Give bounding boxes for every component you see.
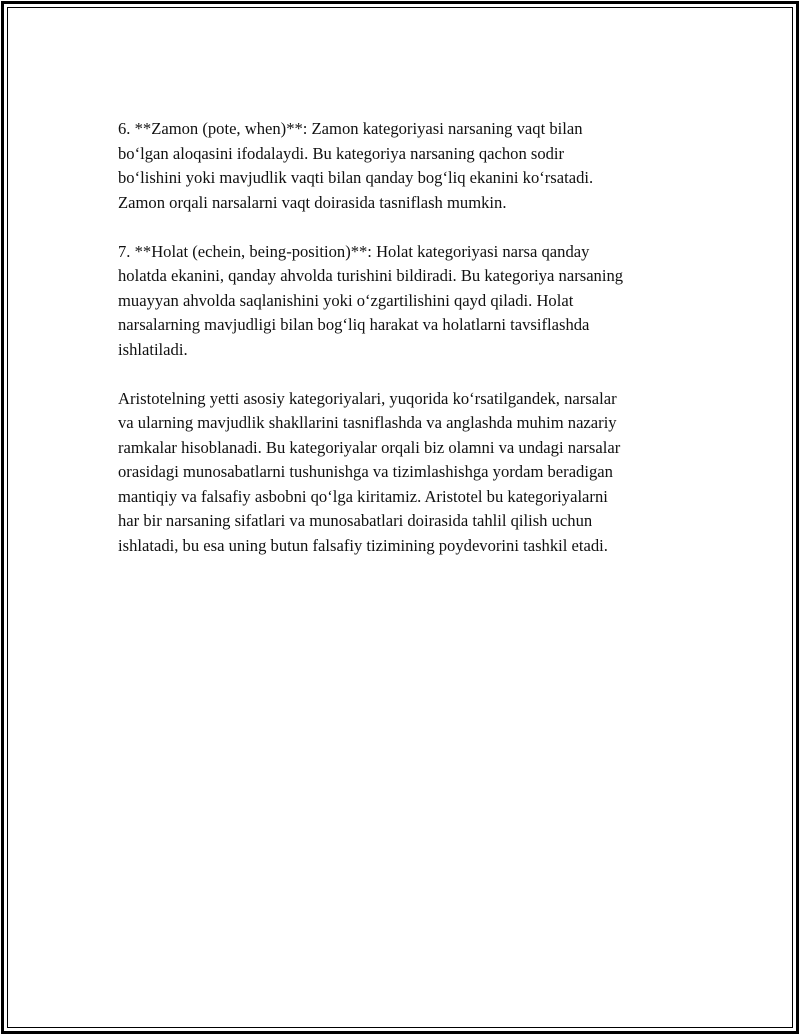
paragraph-conclusion: Aristotelning yetti asosiy kategoriyalari, yuqorida ko‘rsatilgandek, narsalar va ularning mavjudlik shakllarini tasniflashda va anglashda muhim nazariy ramkalar hisoblanadi. Bu kategoriyalar orqali biz olamni va undagi narsalar orasidagi munosabatlarni tushunishga va tizimlashishga yordam beradigan mantiqiy va falsafiy asbobni qo‘lga kiritamiz. Aristotel bu kategoriyalarni har bir narsaning sifatlari va munosabatlari doirasida tahlil qilish uchun ishlatadi, bu esa uning butun falsafiy tizimining poydevorini tashkil etadi. — [118, 388, 621, 555]
paragraph-holat: 7. **Holat (echein, being-position)**: Holat kategoriyasi narsa qanday holatda ekanini, qanday ahvolda turishini bildiradi. Bu kategoriya narsaning muayyan ahvolda saqlanishini yoki o‘zgartilishini qayd qiladi. Holat narsalarning mavjudligi bilan bog‘liq harakat va holatlarni tavsiflashda ishlatiladi. — [118, 241, 624, 359]
paragraph-zamon: 6. **Zamon (pote, when)**: Zamon kategoriyasi narsaning vaqt bilan bo‘lgan aloqasini ifodalaydi. Bu kategoriya narsaning qachon sodir bo‘lishini yoki mavjudlik vaqti bilan qanday bog‘liq ekanini ko‘rsatadi. Zamon orqali narsalarni vaqt doirasida tasniflash mumkin. — [118, 119, 594, 212]
document-body — [118, 117, 698, 583]
